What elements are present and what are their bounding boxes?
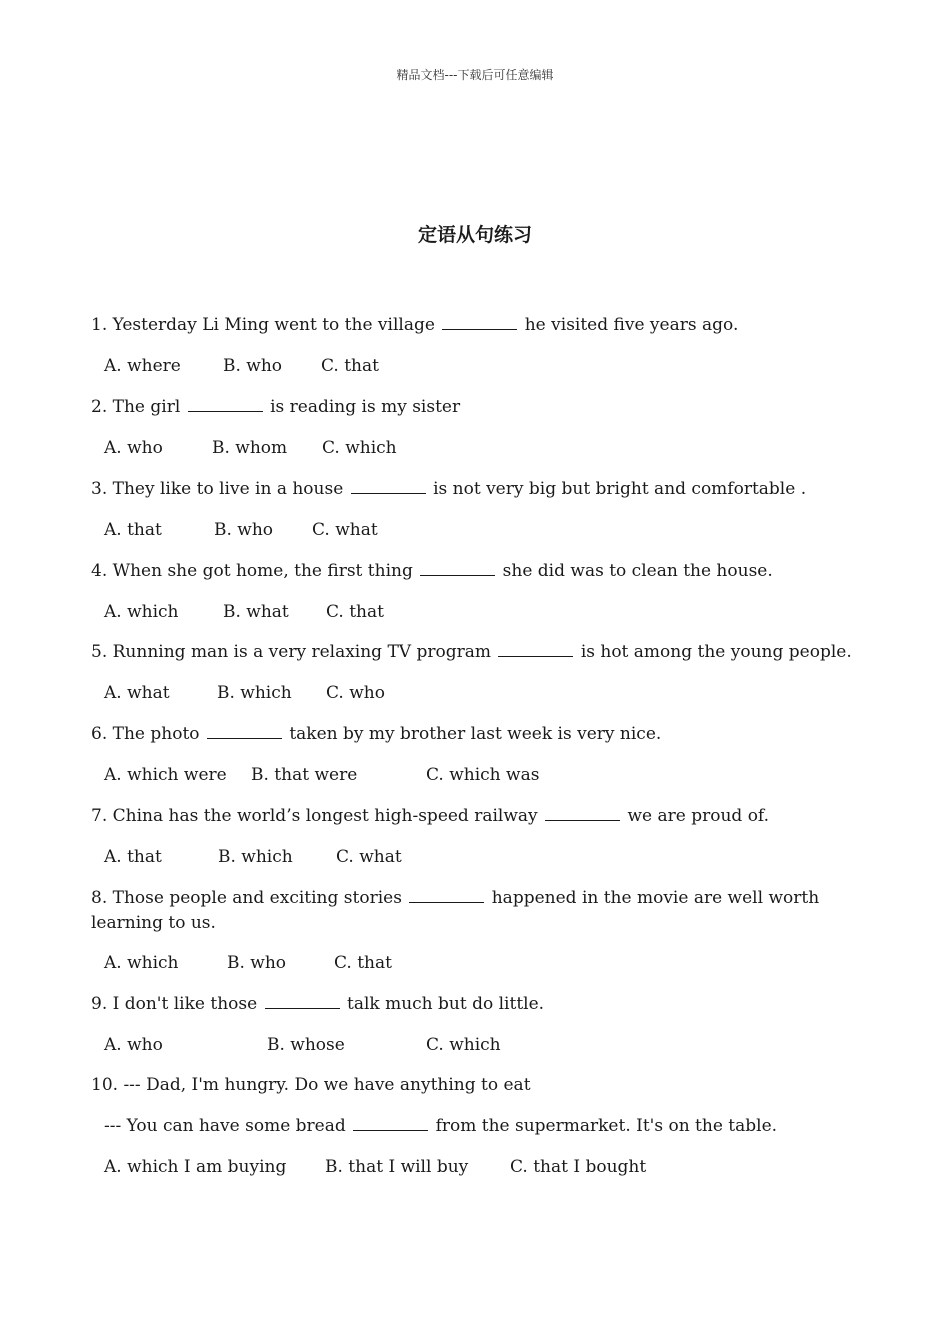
option-b: B. who: [214, 520, 274, 540]
option-a: A. which were: [104, 765, 227, 785]
option-c: C. what: [336, 847, 402, 867]
question-2: [91, 395, 460, 420]
question-text: she did was to clean the house.: [502, 561, 773, 581]
answer-blank: [442, 328, 517, 330]
option-a: A. that: [104, 520, 162, 540]
question-text: 10. --- Dad, I'm hungry. Do we have anything to eat: [91, 1075, 531, 1095]
answer-blank: [351, 492, 426, 494]
option-b: B. whose: [267, 1035, 345, 1055]
question-3: [91, 477, 806, 502]
question-text: 1. Yesterday Li Ming went to the village: [91, 315, 435, 335]
option-a: A. who: [104, 1035, 163, 1055]
option-b: B. who: [223, 356, 283, 376]
question-text: 7. China has the world’s longest high-speed railway: [91, 806, 538, 826]
option-a: A. where: [104, 356, 181, 376]
question-8: [91, 886, 861, 936]
option-c: C. that I bought: [510, 1157, 647, 1177]
question-7: [91, 804, 769, 829]
option-b: B. that were: [251, 765, 358, 785]
question-9: [91, 992, 544, 1017]
question-4: [91, 559, 773, 584]
question-text: 5. Running man is a very relaxing TV program: [91, 642, 491, 662]
page-header: 精品文档---下载后可任意编辑: [396, 68, 554, 82]
question-text: happened in the movie are well worth learning to us.: [91, 888, 820, 933]
question-text: from the supermarket. It's on the table.: [435, 1116, 778, 1136]
question-text: we are proud of.: [627, 806, 770, 826]
question-text: talk much but do little.: [346, 994, 545, 1014]
option-c: C. that: [321, 356, 379, 376]
page-title: 定语从句练习: [417, 224, 532, 246]
option-b: B. whom: [212, 438, 288, 458]
answer-blank: [420, 574, 495, 576]
option-b: B. which: [218, 847, 293, 867]
question-text: is not very big but bright and comfortable .: [433, 479, 807, 499]
question-10-line-2: [104, 1114, 777, 1139]
answer-blank: [188, 410, 263, 412]
question-text: taken by my brother last week is very nice.: [289, 724, 662, 744]
question-1: [91, 313, 738, 338]
question-10: [91, 1073, 531, 1098]
option-c: C. that: [334, 953, 392, 973]
option-c: C. that: [326, 602, 384, 622]
question-text: is hot among the young people.: [580, 642, 852, 662]
option-b: B. what: [223, 602, 289, 622]
answer-blank: [545, 819, 620, 821]
question-text: he visited five years ago.: [524, 315, 739, 335]
question-text: 4. When she got home, the first thing: [91, 561, 413, 581]
option-a: A. who: [104, 438, 163, 458]
option-c: C. who: [326, 683, 385, 703]
answer-blank: [207, 737, 282, 739]
option-a: A. which: [104, 953, 179, 973]
question-text: 8. Those people and exciting stories: [91, 888, 402, 908]
answer-blank: [353, 1129, 428, 1131]
question-text: 2. The girl: [91, 397, 181, 417]
question-text: 3. They like to live in a house: [91, 479, 344, 499]
question-text: is reading is my sister: [270, 397, 461, 417]
answer-blank: [409, 901, 484, 903]
question-5: [91, 640, 852, 665]
option-b: B. which: [217, 683, 292, 703]
option-c: C. what: [312, 520, 378, 540]
option-a: A. which: [104, 602, 179, 622]
option-b: B. who: [227, 953, 287, 973]
option-c: C. which: [322, 438, 397, 458]
option-c: C. which: [426, 1035, 501, 1055]
question-text: 9. I don't like those: [91, 994, 258, 1014]
question-text: --- You can have some bread: [104, 1116, 346, 1136]
option-b: B. that I will buy: [325, 1157, 469, 1177]
question-text: 6. The photo: [91, 724, 200, 744]
option-a: A. which I am buying: [104, 1157, 287, 1177]
answer-blank: [265, 1007, 340, 1009]
option-a: A. that: [104, 847, 162, 867]
option-a: A. what: [104, 683, 170, 703]
option-c: C. which was: [426, 765, 540, 785]
question-6: [91, 722, 661, 747]
answer-blank: [498, 655, 573, 657]
